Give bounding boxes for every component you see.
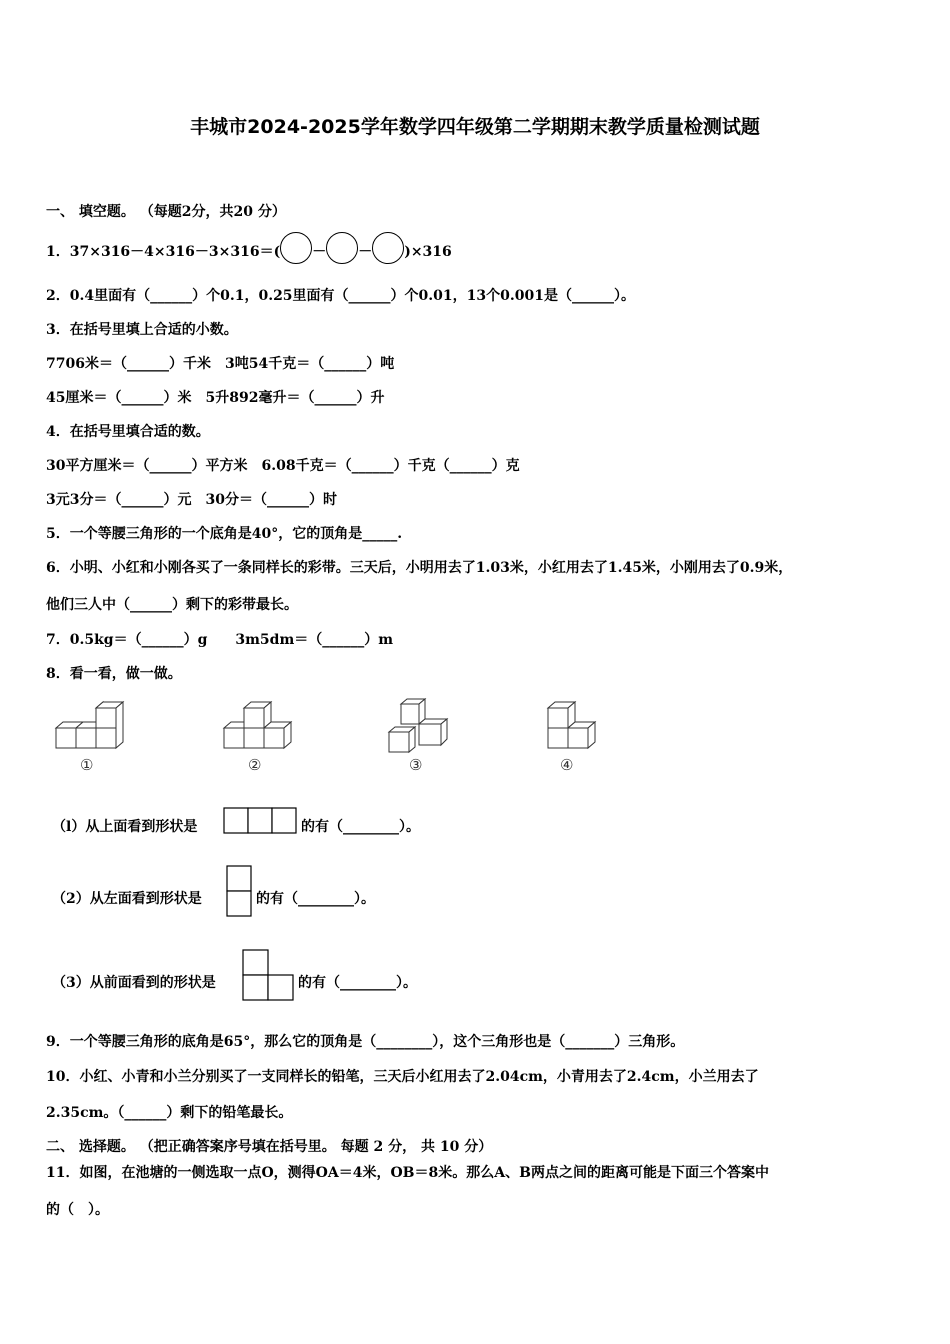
q8-sub-3-prefix: （3）从前面看到的形状是	[52, 975, 216, 991]
cube-figure-2	[218, 700, 298, 754]
blank-circle[interactable]	[326, 232, 358, 264]
front-view-shape	[242, 949, 294, 1001]
figure-label-4: ④	[560, 756, 574, 774]
section-2-heading: 二、 选择题。 （把正确答案序号填在括号里。 每题 2 分， 共 10 分）	[46, 1139, 493, 1155]
question-10-line-a: 10．小红、小青和小兰分别买了一支同样长的铅笔，三天后小红用去了2.04cm，小青用去了2.4cm，小兰用去了	[46, 1069, 759, 1085]
cube-figure-1	[50, 700, 130, 754]
q8-sub-2-prefix: （2）从左面看到形状是	[52, 891, 202, 907]
section-1-heading: 一、 填空题。 （每题2分，共20 分）	[46, 204, 286, 220]
page-title: 丰城市2024-2025学年数学四年级第二学期期末教学质量检测试题	[190, 116, 760, 138]
question-10-line-b: 2.35cm。（______）剩下的铅笔最长。	[46, 1105, 293, 1121]
question-7: 7．0.5kg＝（______）g 3m5dm＝（______）m	[46, 632, 394, 648]
q1-minus: －	[358, 244, 373, 260]
q8-sub-1-prefix: （l）从上面看到形状是	[52, 819, 198, 835]
q8-sub-2-suffix: 的有（________）。	[256, 891, 375, 907]
cube-figure-3	[385, 698, 455, 756]
q1-right-text: )×316	[404, 244, 452, 260]
figure-label-2: ②	[248, 756, 262, 774]
top-view-shape	[223, 807, 297, 835]
question-3-line-a: 7706米＝（______）千米 3吨54千克＝（______）吨	[46, 356, 395, 372]
cube-figure-4	[542, 700, 602, 754]
q1-minus: －	[312, 244, 327, 260]
q8-sub-1-suffix: 的有（________）。	[301, 819, 420, 835]
left-view-shape	[226, 865, 252, 917]
question-6-line-b: 他们三人中（______）剩下的彩带最长。	[46, 597, 298, 613]
figure-label-1: ①	[80, 756, 94, 774]
question-11-line-a: 11．如图，在池塘的一侧选取一点O，测得OA＝4米，OB＝8米。那么A、B两点之间的距离可能是下面三个答案中	[46, 1165, 769, 1181]
question-3-line-b: 45厘米＝（______）米 5升892毫升＝（______）升	[46, 390, 385, 406]
q8-sub-3-suffix: 的有（________）。	[298, 975, 417, 991]
figure-label-3: ③	[409, 756, 423, 774]
question-1	[46, 240, 452, 264]
blank-circle[interactable]	[280, 232, 312, 264]
question-5: 5．一个等腰三角形的一个底角是40°，它的顶角是_____.	[46, 526, 403, 542]
question-8-title: 8．看一看，做一做。	[46, 666, 182, 682]
question-4-line-a: 30平方厘米＝（______）平方米 6.08千克＝（______）千克（______）克	[46, 458, 520, 474]
blank-circle[interactable]	[372, 232, 404, 264]
question-6-line-a: 6．小明、小红和小刚各买了一条同样长的彩带。三天后，小明用去了1.03米，小红用去了1.45米，小刚用去了0.9米，	[46, 560, 793, 576]
question-2: 2．0.4里面有（______）个0.1，0.25里面有（______）个0.01，13个0.001是（______）。	[46, 288, 635, 304]
q1-left-text: 1．37×316－4×316－3×316＝(	[46, 244, 281, 260]
question-11-line-b: 的（ ）。	[46, 1202, 109, 1218]
question-3-title: 3．在括号里填上合适的小数。	[46, 322, 238, 338]
question-9: 9．一个等腰三角形的底角是65°，那么它的顶角是（________），这个三角形也是（_______）三角形。	[46, 1034, 685, 1050]
question-4-line-b: 3元3分＝（______）元 30分＝（______）时	[46, 492, 337, 508]
question-4-title: 4．在括号里填合适的数。	[46, 424, 210, 440]
